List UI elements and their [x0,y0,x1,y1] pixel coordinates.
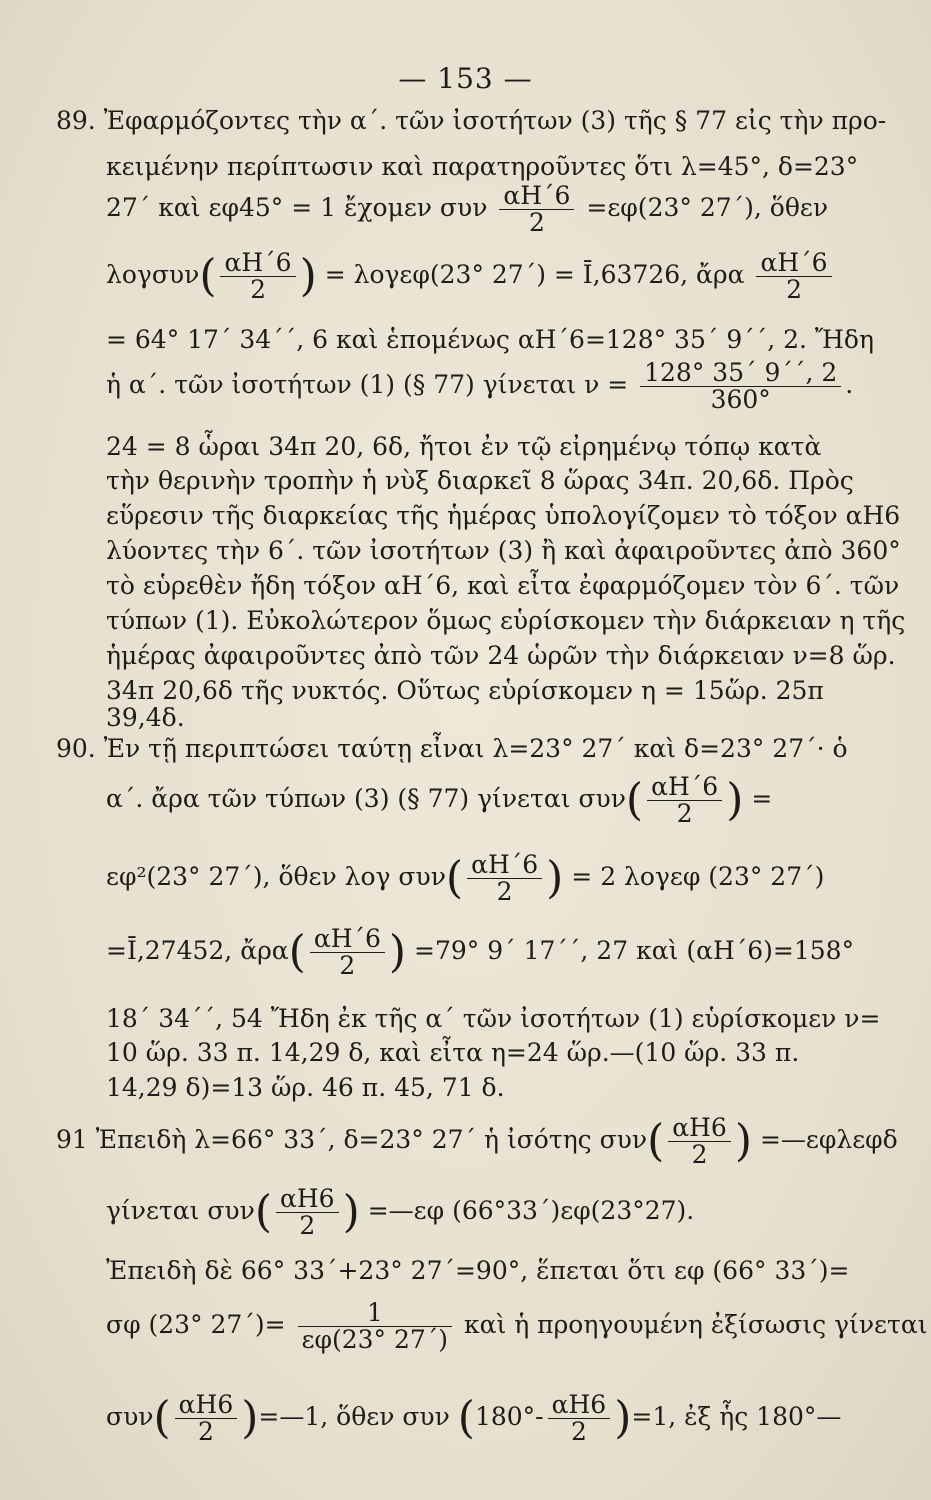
fraction: $\frac{\alpha H6}{2}$ [548,1392,611,1445]
text-line: 10 ὥρ. 33 π. 14,29 δ, καὶ εἶτα η=24 ὥρ.—(10 ὥρ. 33 π. [106,1038,800,1067]
fraction: $\frac{\alpha H΄6}{2}$ [310,926,385,979]
text-line: 24 = 8 ὧραι 34π 20, 6δ, ἤτοι ἐν τῷ εἰρημένῳ τόπῳ κατὰ [106,432,822,461]
text-line: 39,4δ. [106,703,185,732]
fraction: $\frac{128^\circ 35΄ 9΄΄, 2}{360^\circ}$ [640,360,841,413]
text-line: εὕρεσιν τῆς διαρκείας τῆς ἡμέρας ὑπολογίζομεν τὸ τόξον αΗ6 [106,501,901,530]
fraction: $\frac{\alpha H΄6}{2}$ [647,774,722,827]
text-line: 18΄ 34΄΄, 54 Ἤδη ἐκ τῆς α΄ τῶν ἰσοτήτων (1) εὑρίσκομεν ν= [106,1004,881,1033]
text-line: 90. Ἐν τῇ περιπτώσει ταύτῃ εἶναι λ=23° 27΄ καὶ δ=23° 27΄· ὁ [56,734,848,763]
text-line: 27΄ καὶ εφ45° = 1 ἔχομεν συν $\frac{\alpha H΄6}{2}$ =εφ(23° 27΄), ὅθεν [106,181,829,237]
fraction: $\frac{1}{\varepsilon\varphi(23^\circ 27΄)}$ [298,1300,453,1353]
text-line: συν( $\frac{\alpha H6}{2}$ )=—1, ὅθεν συν (180°- $\frac{\alpha H6}{2}$ )=1, ἐξ ἧς 180°— [106,1390,842,1446]
fraction: $\frac{\alpha H6}{2}$ [175,1392,238,1445]
page-number: — 153 — [398,62,533,95]
fraction: $\frac{\alpha H΄6}{2}$ [467,852,542,905]
fraction: $\frac{\alpha H΄6}{2}$ [756,250,831,303]
text-line: 34π 20,6δ τῆς νυκτός. Οὕτως εὑρίσκομεν η = 15ὥρ. 25π [106,676,824,705]
fraction: $\frac{\alpha H΄6}{2}$ [220,250,295,303]
text-line: ἡ α΄. τῶν ἰσοτήτων (1) (§ 77) γίνεται ν = $\frac{128^\circ 35΄ 9΄΄, 2}{360^\circ}$ . [106,358,854,414]
text-line: λύοντες τὴν 6΄. τῶν ἰσοτήτων (3) ἢ καὶ ἀφαιροῦντες ἀπὸ 360° [106,536,901,565]
text-line: τύπων (1). Εὐκολώτερον ὅμως εὑρίσκομεν τὴν διάρκειαν η τῆς [106,606,906,635]
text-line: σφ (23° 27΄)= $\frac{1}{\varepsilon\varphi(23^\circ 27΄)}$ καὶ ἡ προηγουμένη ἐξίσωσις γίνεται [106,1298,928,1354]
text-line: 89. Ἐφαρμόζοντες τὴν α΄. τῶν ἰσοτήτων (3) τῆς § 77 εἰς τὴν προ- [56,106,887,135]
text-line: ἡμέρας ἀφαιροῦντες ἀπὸ τῶν 24 ὡρῶν τὴν διάρκειαν ν=8 ὥρ. [106,641,896,670]
text-line: τὴν θερινὴν τροπὴν ἡ νὺξ διαρκεῖ 8 ὥρας 34π. 20,6δ. Πρὸς [106,466,854,495]
text-line: Ἐπειδὴ δὲ 66° 33΄+23° 27΄=90°, ἕπεται ὅτι εφ (66° 33΄)= [106,1256,850,1285]
text-line: α΄. ἄρα τῶν τύπων (3) (§ 77) γίνεται συν( $\frac{\alpha H΄6}{2}$ ) = [106,772,773,828]
text-line: 14,29 δ)=13 ὥρ. 46 π. 45, 71 δ. [106,1073,505,1102]
text-line: 91 Ἐπειδὴ λ=66° 33΄, δ=23° 27΄ ἡ ἰσότης συν( $\frac{\alpha H6}{2}$ ) =—εφλεφδ [56,1113,898,1169]
text-line: τὸ εὑρεθὲν ἤδη τόξον αΗ΄6, καὶ εἶτα ἐφαρμόζομεν τὸν 6΄. τῶν [106,571,900,600]
text-line: λογσυν( $\frac{\alpha H΄6}{2}$ ) = λογεφ(23° 27΄) = Ī,63726, ἄρα $\frac{\alpha H΄6}{2}$ [106,250,836,303]
text-line: εφ²(23° 27΄), ὅθεν λογ συν( $\frac{\alpha H΄6}{2}$ ) = 2 λογεφ (23° 27΄) [106,850,825,906]
text-line: =Ī,27452, ἄρα( $\frac{\alpha H΄6}{2}$ ) =79° 9΄ 17΄΄, 27 καὶ (αΗ΄6)=158° [106,924,855,980]
text-line: γίνεται συν( $\frac{\alpha H6}{2}$ ) =—εφ (66°33΄)εφ(23°27). [106,1184,695,1240]
fraction: $\frac{\alpha H6}{2}$ [668,1115,731,1168]
text-line: κειμένην περίπτωσιν καὶ παρατηροῦντες ὅτι λ=45°, δ=23° [106,152,859,181]
fraction: $\frac{\alpha H6}{2}$ [276,1186,339,1239]
text-line: = 64° 17΄ 34΄΄, 6 καὶ ἑπομένως αΗ΄6=128° 35΄ 9΄΄, 2. Ἤδη [106,325,874,354]
fraction: $\frac{\alpha H΄6}{2}$ [499,183,574,236]
